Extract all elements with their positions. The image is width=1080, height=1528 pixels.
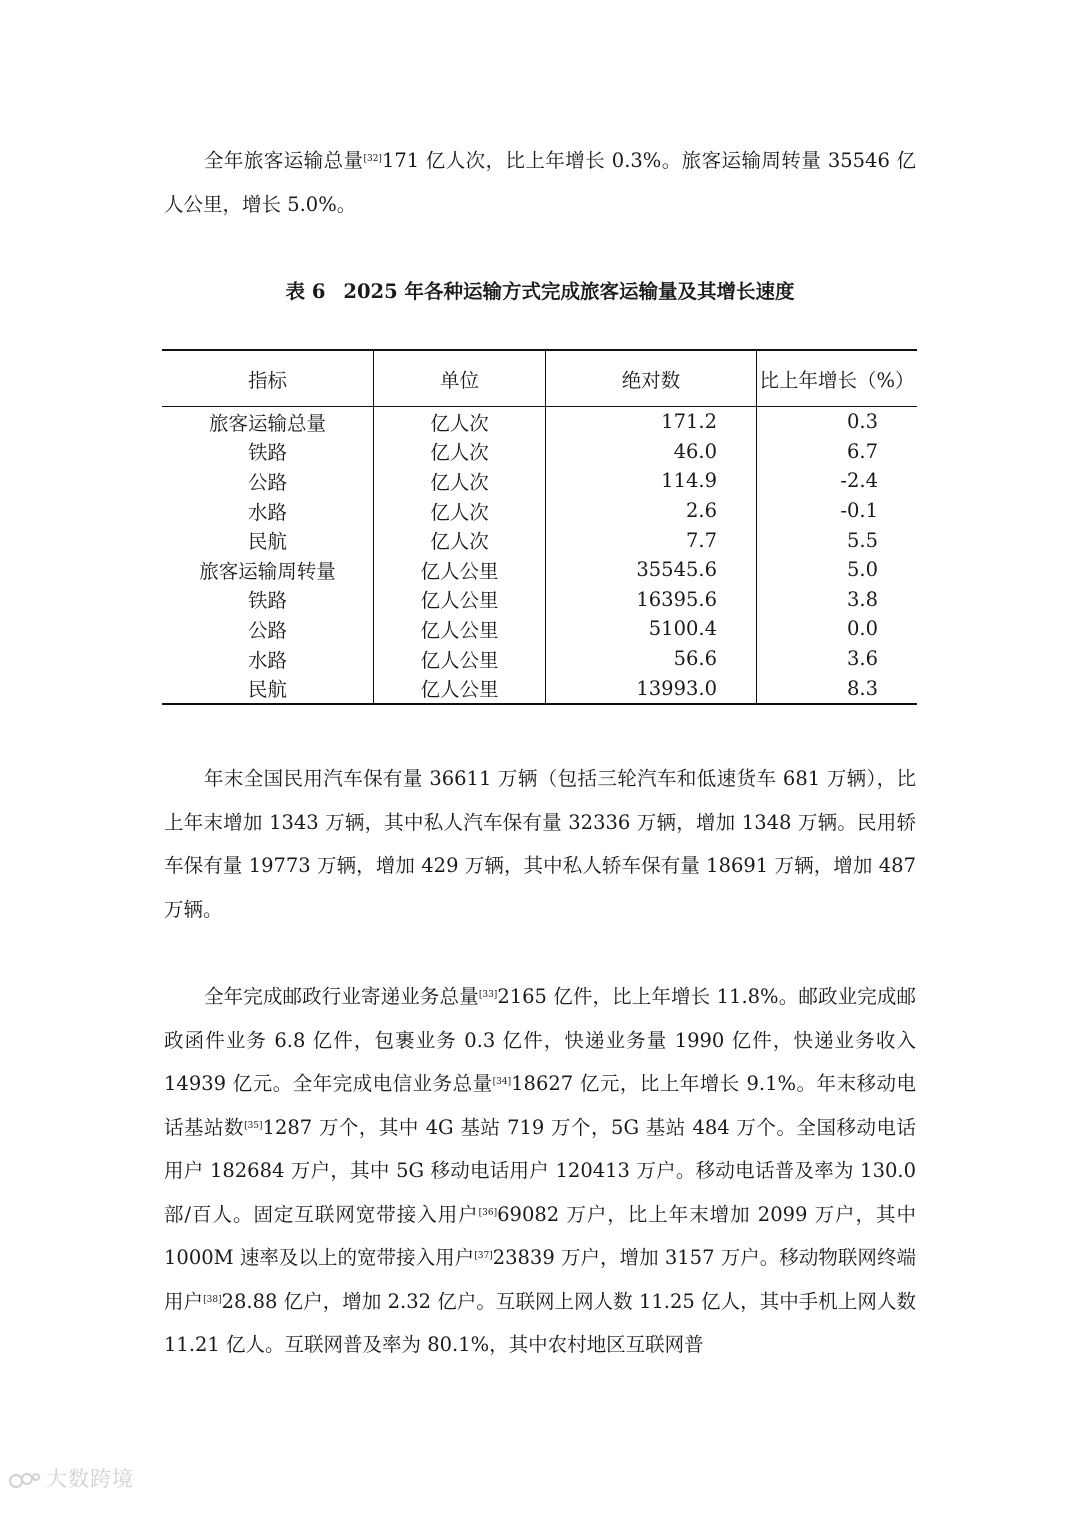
table-row — [162, 555, 917, 585]
cell-absolute: 56.6 — [546, 644, 757, 674]
cell-absolute: 114.9 — [546, 466, 757, 496]
para3-text-4: 1287 万个，其中 4G 基站 719 万个，5G 基站 484 万个。全国移动电话用户 182684 万户，其中 5G 移动电话用户 120413 万户。移动电话普及率为 130.0 部/百人。固定互联网宽带接入用户 — [164, 1115, 916, 1226]
cell-growth: -2.4 — [757, 466, 918, 496]
header-indicator: 指标 — [162, 350, 374, 407]
table-header-row — [162, 350, 917, 407]
vehicle-ownership-paragraph: 年末全国民用汽车保有量 36611 万辆（包括三轮汽车和低速货车 681 万辆），比上年末增加 1343 万辆，其中私人汽车保有量 32336 万辆，增加 1348 万辆。民用轿车保有量 19773 万辆，增加 429 万辆，其中私人轿车保有量 18691 万辆，增加 487 万辆。 — [164, 767, 916, 921]
cell-unit: 亿人次 — [374, 437, 546, 467]
header-unit: 单位 — [374, 350, 546, 407]
para3-text-1: 全年完成邮政行业寄递业务总量 — [204, 985, 479, 1008]
cell-absolute: 35545.6 — [546, 555, 757, 585]
footnote-ref-38[interactable]: [38] — [203, 1294, 222, 1305]
cell-unit: 亿人次 — [374, 407, 546, 437]
cell-unit: 亿人次 — [374, 466, 546, 496]
table-number: 表 6 — [285, 280, 326, 303]
footnote-ref-35[interactable]: [35] — [244, 1120, 263, 1131]
para3-text-5: 69082 万户，比上年末增加 2099 万户，其中 1000M 速率及以上的宽带接入用户 — [164, 1202, 916, 1269]
cell-unit: 亿人次 — [374, 496, 546, 526]
cell-growth: 6.7 — [757, 437, 918, 467]
table-row — [162, 525, 917, 555]
table-row — [162, 496, 917, 526]
cell-indicator: 旅客运输总量 — [208, 411, 326, 435]
table-title: 2025 年各种运输方式完成旅客运输量及其增长速度 — [343, 280, 795, 303]
cell-indicator: 民航 — [247, 530, 287, 554]
para3-text-7: 28.88 亿户，增加 2.32 亿户。互联网上网人数 11.25 亿人，其中手机上网人数 11.21 亿人。互联网普及率为 80.1%，其中农村地区互联网普 — [164, 1289, 916, 1356]
cell-growth: 3.6 — [757, 644, 918, 674]
cell-indicator: 铁路 — [247, 589, 287, 613]
cell-absolute: 5100.4 — [546, 614, 757, 644]
cell-growth: 5.5 — [757, 525, 918, 555]
cell-indicator: 民航 — [247, 678, 287, 702]
cell-indicator: 公路 — [247, 618, 287, 642]
cell-unit: 亿人公里 — [374, 673, 546, 704]
cell-growth: 5.0 — [757, 555, 918, 585]
header-growth: 比上年增长（%） — [757, 350, 918, 407]
cell-indicator: 铁路 — [247, 441, 287, 465]
cell-growth: 8.3 — [757, 673, 918, 704]
para3-text-2: 2165 亿件，比上年增长 11.8%。邮政业完成邮政函件业务 6.8 亿件，包裹业务 0.3 亿件，快递业务量 1990 亿件，快递业务收入 14939 亿元。全年完成电信业务总量 — [164, 985, 916, 1095]
cell-unit: 亿人公里 — [374, 644, 546, 674]
cell-absolute: 46.0 — [546, 437, 757, 467]
table-row — [162, 437, 917, 467]
cell-absolute: 171.2 — [546, 407, 757, 437]
watermark — [8, 1463, 134, 1493]
table-caption — [164, 276, 916, 304]
para3-text-3: 18627 亿元，比上年增长 9.1%。年末移动电话基站数 — [164, 1072, 916, 1139]
footnote-ref-34[interactable]: [34] — [492, 1077, 512, 1087]
cell-absolute: 2.6 — [546, 496, 757, 526]
cell-unit: 亿人公里 — [374, 555, 546, 585]
para1-text-a: 全年旅客运输总量 — [204, 149, 364, 172]
cell-unit: 亿人公里 — [374, 614, 546, 644]
table-row — [162, 407, 917, 437]
cell-growth: 0.0 — [757, 614, 918, 644]
passenger-transport-table — [162, 349, 917, 705]
table-row — [162, 585, 917, 615]
footnote-ref-36[interactable]: [36] — [478, 1207, 498, 1218]
table-row — [162, 614, 917, 644]
table-row — [162, 466, 917, 496]
cell-growth: 0.3 — [757, 407, 918, 437]
cell-growth: 3.8 — [757, 585, 918, 615]
cell-absolute: 7.7 — [546, 525, 757, 555]
para3-text-6: 23839 万户，增加 3157 万户。移动物联网终端用户 — [164, 1246, 916, 1313]
table-row — [162, 673, 917, 704]
footnote-ref-33[interactable]: [33] — [478, 990, 498, 1000]
cell-indicator: 公路 — [247, 470, 287, 494]
table-row — [162, 644, 917, 674]
passenger-transport-paragraph — [164, 139, 916, 226]
footnote-ref-32[interactable]: [32] — [363, 154, 382, 164]
cell-indicator: 水路 — [247, 500, 287, 524]
postal-telecom-paragraph — [164, 975, 916, 1367]
footnote-ref-37[interactable]: [37] — [474, 1251, 493, 1261]
cell-indicator: 旅客运输周转量 — [199, 559, 336, 583]
cell-absolute: 13993.0 — [546, 673, 757, 704]
table-body — [162, 407, 917, 704]
header-absolute: 绝对数 — [546, 350, 757, 407]
cell-growth: -0.1 — [757, 496, 918, 526]
cell-unit: 亿人次 — [374, 525, 546, 555]
watermark-text: 大数跨境 — [46, 1467, 134, 1491]
cell-absolute: 16395.6 — [546, 585, 757, 615]
cell-indicator: 水路 — [247, 648, 287, 672]
para1-text-b: 171 亿人次，比上年增长 0.3%。旅客运输周转量 35546 亿人公里，增长 5.0%。 — [164, 149, 916, 216]
logo-icon — [8, 1470, 42, 1490]
cell-unit: 亿人公里 — [374, 585, 546, 615]
